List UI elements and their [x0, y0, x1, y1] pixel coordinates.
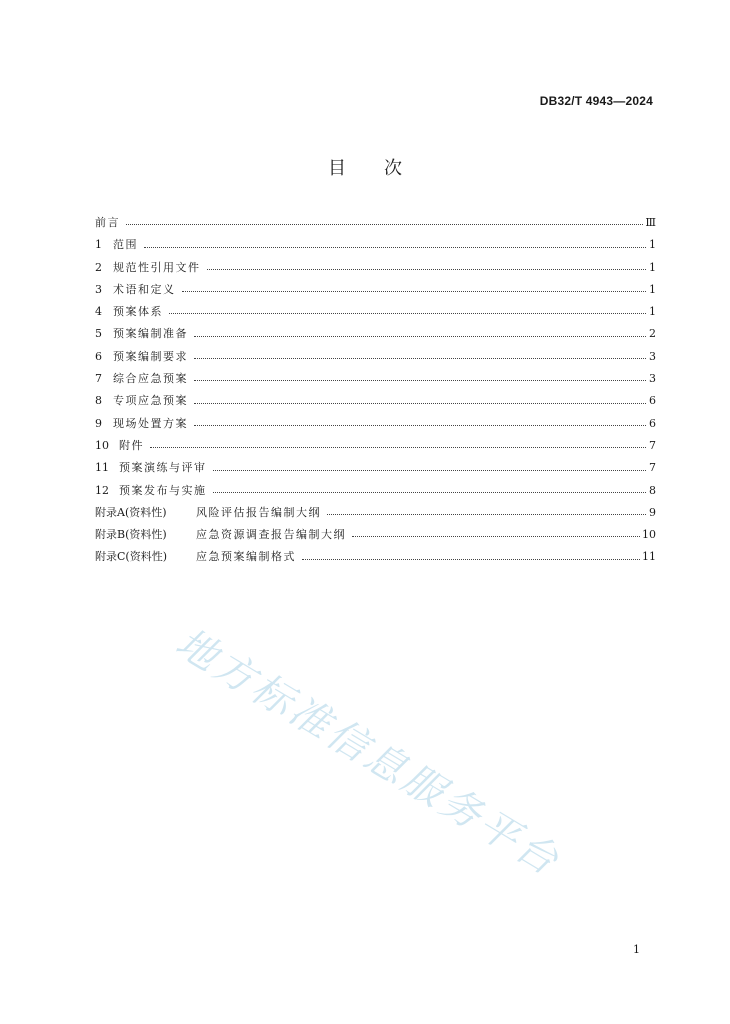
toc-entry-number: 9 — [95, 416, 102, 430]
dot-leader — [169, 313, 646, 314]
toc-entry-title: 现场处置方案 — [113, 416, 188, 430]
dot-leader — [213, 470, 647, 471]
toc-entry-number: 4 — [95, 305, 102, 319]
table-of-contents — [95, 212, 656, 569]
toc-entry-page: 6 — [649, 416, 656, 430]
toc-entry-6[interactable] — [95, 346, 656, 368]
toc-entry-page: 3 — [649, 349, 656, 363]
dot-leader — [144, 247, 646, 248]
dot-leader — [194, 380, 646, 381]
toc-entry-page: 7 — [649, 438, 656, 452]
dot-leader — [213, 492, 647, 493]
toc-entry-page: 8 — [649, 483, 656, 497]
toc-entry-page: 7 — [649, 461, 656, 475]
toc-entry-page: 2 — [649, 327, 656, 341]
dot-leader — [207, 269, 647, 270]
standard-code: DB32/T 4943—2024 — [539, 94, 653, 108]
dot-leader — [150, 447, 646, 448]
toc-entry-title: 专项应急预案 — [113, 394, 188, 408]
dot-leader — [194, 425, 646, 426]
toc-entry-title: 风险评估报告编制大纲 — [196, 505, 321, 519]
toc-entry-number: 11 — [95, 461, 109, 475]
toc-entry-number: 8 — [95, 394, 102, 408]
toc-entry-title: 预案发布与实施 — [119, 483, 207, 497]
toc-entry-title: 术语和定义 — [113, 282, 176, 296]
dot-leader — [194, 358, 646, 359]
toc-entry-title: 规范性引用文件 — [113, 260, 201, 274]
dot-leader — [194, 403, 646, 404]
toc-entry-page: 1 — [649, 260, 656, 274]
toc-entry-title: 前言 — [95, 216, 120, 229]
toc-entry-page: 1 — [649, 238, 656, 252]
toc-entry-number: 3 — [95, 282, 102, 296]
toc-entry-page: 1 — [649, 282, 656, 296]
toc-entry-10[interactable] — [95, 435, 656, 457]
toc-entry-page: 6 — [649, 394, 656, 408]
toc-entry-page: 10 — [642, 528, 656, 542]
toc-entry-title: 预案体系 — [113, 305, 163, 319]
toc-entry-number: 附录B(资料性) — [95, 528, 167, 542]
toc-entry-2[interactable] — [95, 257, 656, 279]
toc-entry-8[interactable] — [95, 390, 656, 412]
dot-leader — [352, 536, 640, 537]
toc-entry-number: 附录A(资料性) — [95, 505, 167, 519]
page-number: 1 — [633, 943, 640, 956]
toc-entry-title: 预案演练与评审 — [119, 461, 207, 475]
toc-entry-number: 2 — [95, 260, 102, 274]
toc-entry-number: 6 — [95, 349, 102, 363]
toc-entry-title: 预案编制要求 — [113, 349, 188, 363]
toc-entry-number: 12 — [95, 483, 109, 497]
toc-entry-appendix-b[interactable] — [95, 524, 656, 546]
toc-entry-7[interactable] — [95, 368, 656, 390]
toc-entry-1[interactable] — [95, 234, 656, 256]
toc-entry-number: 7 — [95, 372, 102, 386]
toc-entry-title: 范围 — [113, 238, 138, 252]
dot-leader — [302, 559, 640, 560]
page-title: 目次 — [328, 158, 440, 179]
toc-entry-number: 附录C(资料性) — [95, 550, 167, 564]
toc-entry-9[interactable] — [95, 413, 656, 435]
toc-entry-foreword[interactable] — [95, 212, 656, 234]
toc-entry-appendix-a[interactable] — [95, 502, 656, 524]
toc-entry-5[interactable] — [95, 323, 656, 345]
toc-entry-appendix-c[interactable] — [95, 546, 656, 568]
toc-entry-page: 9 — [649, 505, 656, 519]
toc-entry-page: 3 — [649, 372, 656, 386]
toc-entry-number: 1 — [95, 238, 102, 252]
toc-entry-title: 综合应急预案 — [113, 372, 188, 386]
dot-leader — [182, 291, 647, 292]
dot-leader — [327, 514, 646, 515]
toc-entry-title: 预案编制准备 — [113, 327, 188, 341]
toc-entry-page: Ⅲ — [645, 216, 656, 229]
toc-entry-12[interactable] — [95, 480, 656, 502]
watermark: 地方标准信息服务平台 — [167, 619, 569, 886]
toc-entry-3[interactable] — [95, 279, 656, 301]
toc-entry-page: 11 — [642, 550, 656, 564]
toc-entry-number: 10 — [95, 438, 109, 452]
toc-entry-11[interactable] — [95, 457, 656, 479]
toc-entry-4[interactable] — [95, 301, 656, 323]
toc-entry-title: 附件 — [119, 438, 144, 452]
toc-entry-title: 应急资源调查报告编制大纲 — [196, 528, 346, 542]
toc-entry-page: 1 — [649, 305, 656, 319]
dot-leader — [194, 336, 646, 337]
toc-entry-title: 应急预案编制格式 — [196, 550, 296, 564]
toc-entry-number: 5 — [95, 327, 102, 341]
dot-leader — [126, 224, 643, 225]
